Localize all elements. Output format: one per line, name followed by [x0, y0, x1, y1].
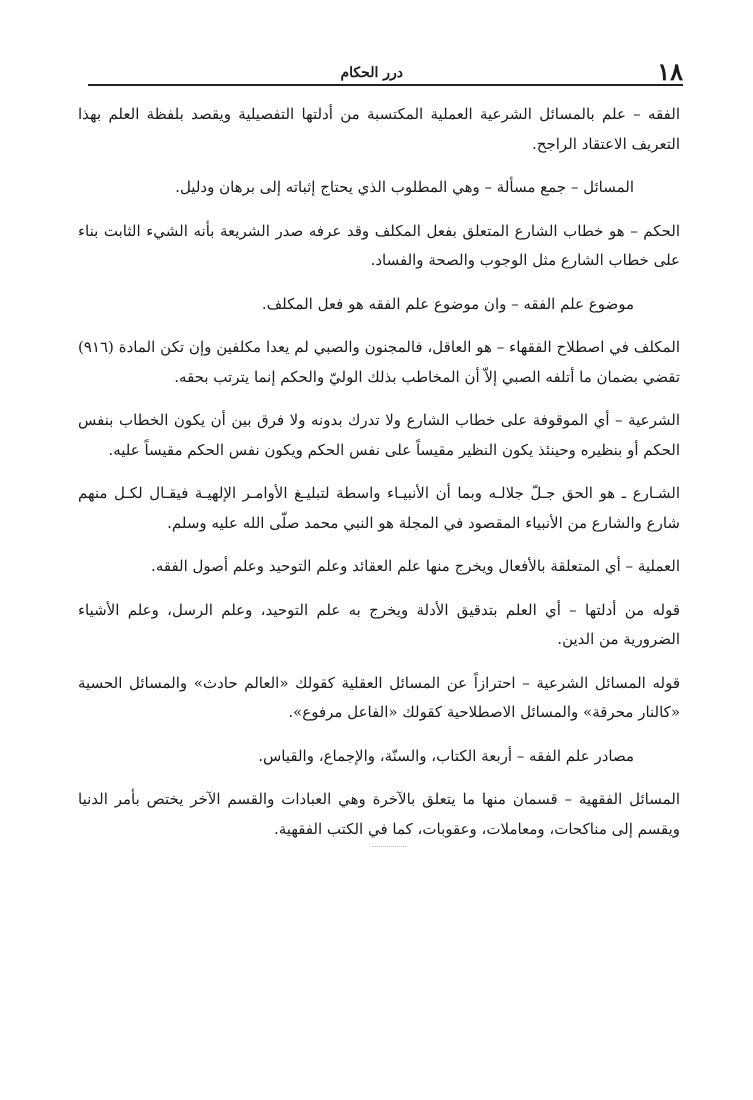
page-number: ١٨: [657, 57, 683, 86]
paragraph-masail-shariyya: قوله المسائل الشرعية – احترازاً عن المسائل العقلية كقولك «العالم حادث» والمسائل الحسية «كالنار محرقة» والمسائل الاصطلاحية كقولك «الفاعل مرفوع».: [78, 673, 680, 721]
paragraph-hukm: الحكم – هو خطاب الشارع المتعلق بفعل المكلف وقد عرفه صدر الشريعة بأنه الشيء الثابت بناء على خطاب الشارع مثل الوجوب والصحة والفساد.: [78, 221, 680, 269]
paragraph-amaliyya: العملية – أي المتعلقة بالأفعال ويخرج منها علم العقائد وعلم التوحيد وعلم أصول الفقه.: [151, 557, 680, 575]
page-end-ornament: [372, 846, 406, 847]
page-header: [88, 58, 683, 86]
running-title: درر الحكام: [340, 65, 403, 81]
body-text: [78, 100, 680, 858]
paragraph-mukallaf: المكلف في اصطلاح الفقهاء – هو العاقل، فالمجنون والصبي لم يعدا مكلفين وإن تكن المادة (٩١٦) تقضي بضمان ما أتلفه الصبي إلاّ أن المخاطب بذلك الوليّ والحكم إنما يترتب بحقه.: [78, 338, 680, 386]
paragraph-mawdu: موضوع علم الفقه – وان موضوع علم الفقه هو فعل المكلف.: [261, 294, 634, 313]
paragraph-fiqh: الفقه – علم بالمسائل الشرعية العملية المكتسبة من أدلتها التفصيلية ويقصد بلفظة العلم بهذا التعريف الاعتقاد الراجح.: [78, 105, 680, 153]
paragraph-masail-fiqhiyya: المسائل الفقهية – قسمان منها ما يتعلق بالآخرة وهي العبادات والقسم الآخر يختص بأمر الدنيا ويقسم إلى مناكحات، ومعاملات، وعقوبات، كما في الكتب الفقهية.: [78, 790, 680, 838]
paragraph-adillatiha: قوله من أدلتها – أي العلم بتدقيق الأدلة ويخرج به علم التوحيد، وعلم الرسل، وعلم الأشياء الضرورية من الدين.: [78, 600, 680, 648]
paragraph-masadir: مصادر علم الفقه – أربعة الكتاب، والسنّة، والإجماع، والقياس.: [258, 746, 634, 765]
paragraph-shari: الشـارع ـ هو الحق جـلّ جلالـه وبما أن الأنبيـاء واسطة لتبليـغ الأوامـر الإلهيـة فيقـال لكـل منهم شارع والشارع من الأنبياء المقصود في المجلة هو النبي محمد صلّى الله عليه وسلم.: [78, 484, 680, 532]
header-divider: [88, 84, 683, 86]
paragraph-masail: المسائل – جمع مسألة – وهي المطلوب الذي يحتاج إثباته إلى برهان ودليل.: [175, 178, 634, 196]
paragraph-shariyya: الشرعية – أي الموقوفة على خطاب الشارع ولا تدرك بدونه ولا فرق بين أن يكون الخطاب بنفس الحكم أو بنظيره وحينئذ يكون النظير مقيساً على نفس الحكم ويكون نفس الحكم مقيساً عليه.: [78, 411, 680, 459]
